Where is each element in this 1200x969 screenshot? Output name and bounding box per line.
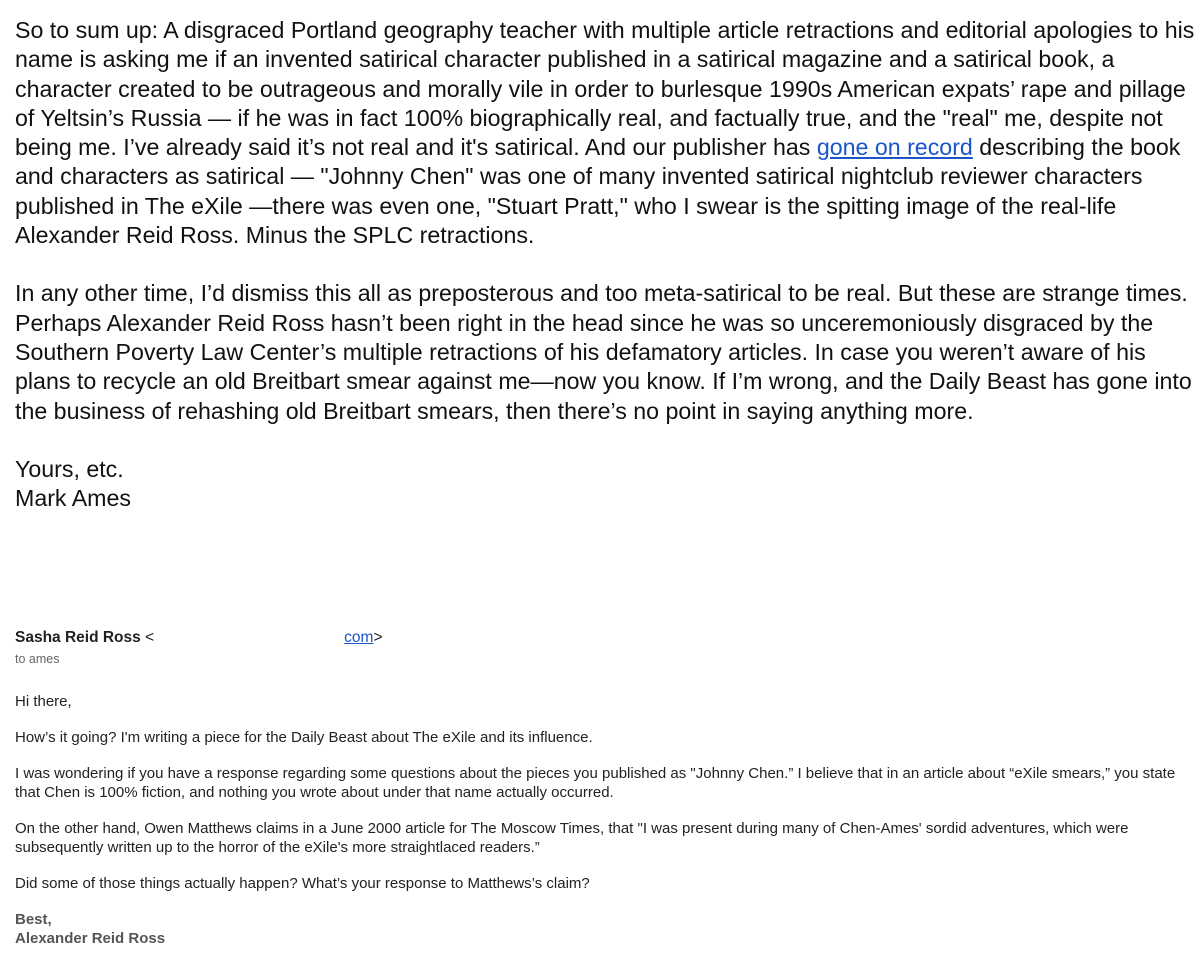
quoted-paragraph-3: On the other hand, Owen Matthews claims in a June 2000 article for The Moscow Times, that "I was present during many of Chen-Ames' sordid adventures, which were subsequently written up to the horror of the eXile's more straightlaced readers.”	[15, 820, 1129, 856]
email-open-bracket: <	[145, 629, 155, 646]
reply-message-body	[15, 16, 1195, 542]
quoted-greeting: Hi there,	[15, 693, 72, 710]
sender-email-domain: com	[344, 629, 374, 646]
sender-name[interactable]: Sasha Reid Ross	[15, 629, 141, 646]
reply-signature: Mark Ames	[15, 485, 131, 512]
reply-closing: Yours, etc.	[15, 455, 124, 482]
quoted-sign-best: Best,	[15, 911, 52, 928]
quoted-sign-name: Alexander Reid Ross	[15, 930, 166, 947]
gone-on-record-link[interactable]: gone on record	[816, 134, 973, 161]
reply-signoff	[15, 455, 1195, 514]
reply-paragraph-1-text-before-link: So to sum up: A disgraced Portland geography teacher with multiple article retractions and editorial apologies to his name is asking me if an invented satirical character published in a satirical magazine and a satirical book, a character created to be outrageous and morally vile in order to burlesque 1990s American expats’ rape and pillage of Yeltsin’s Russia — if he was in fact 100% biographically real, and factually true, and the "real" me, despite not being me. I’ve already said it’s not real and it's satirical. And our publisher has	[15, 17, 1195, 161]
sender-email-link[interactable]	[154, 629, 373, 646]
reply-paragraph-1-text-after-link: describing the book and characters as satirical — "Johnny Chen" was one of many invented satirical nightclub reviewer characters published in The eXile —there was even one, "Stuart Pratt," who I swear is the spitting image of the real-life Alexander Reid Ross. Minus the SPLC retractions.	[15, 134, 1181, 249]
quoted-paragraph-2: I was wondering if you have a response regarding some questions about the pieces you published as "Johnny Chen.” I believe that in an article about “eXile smears,” you state that Chen is 100% fiction, and nothing you wrote about under that name actually occurred.	[15, 765, 1176, 801]
email-close-bracket: >	[373, 629, 383, 646]
quoted-paragraph-4: Did some of those things actually happen? What’s your response to Matthews’s claim?	[15, 875, 590, 892]
quoted-original-email	[15, 628, 1195, 948]
sender-line	[15, 628, 1195, 648]
quoted-paragraph-1: How’s it going? I'm writing a piece for the Daily Beast about The eXile and its influence.	[15, 729, 593, 746]
reply-paragraph-1	[15, 16, 1195, 250]
quoted-signoff	[15, 910, 1195, 948]
reply-paragraph-2: In any other time, I’d dismiss this all as preposterous and too meta-satirical to be real. But these are strange times. Perhaps Alexander Reid Ross hasn’t been right in the head since he was so unceremoniously disgraced by the Southern Poverty Law Center’s multiple retractions of his defamatory articles. In case you weren’t aware of his plans to recycle an old Breitbart smear against me—now you know. If I’m wrong, and the Daily Beast has gone into the business of rehashing old Breitbart smears, then there’s no point in saying anything more.	[15, 280, 1192, 424]
recipient-line[interactable]: to ames	[15, 652, 60, 666]
